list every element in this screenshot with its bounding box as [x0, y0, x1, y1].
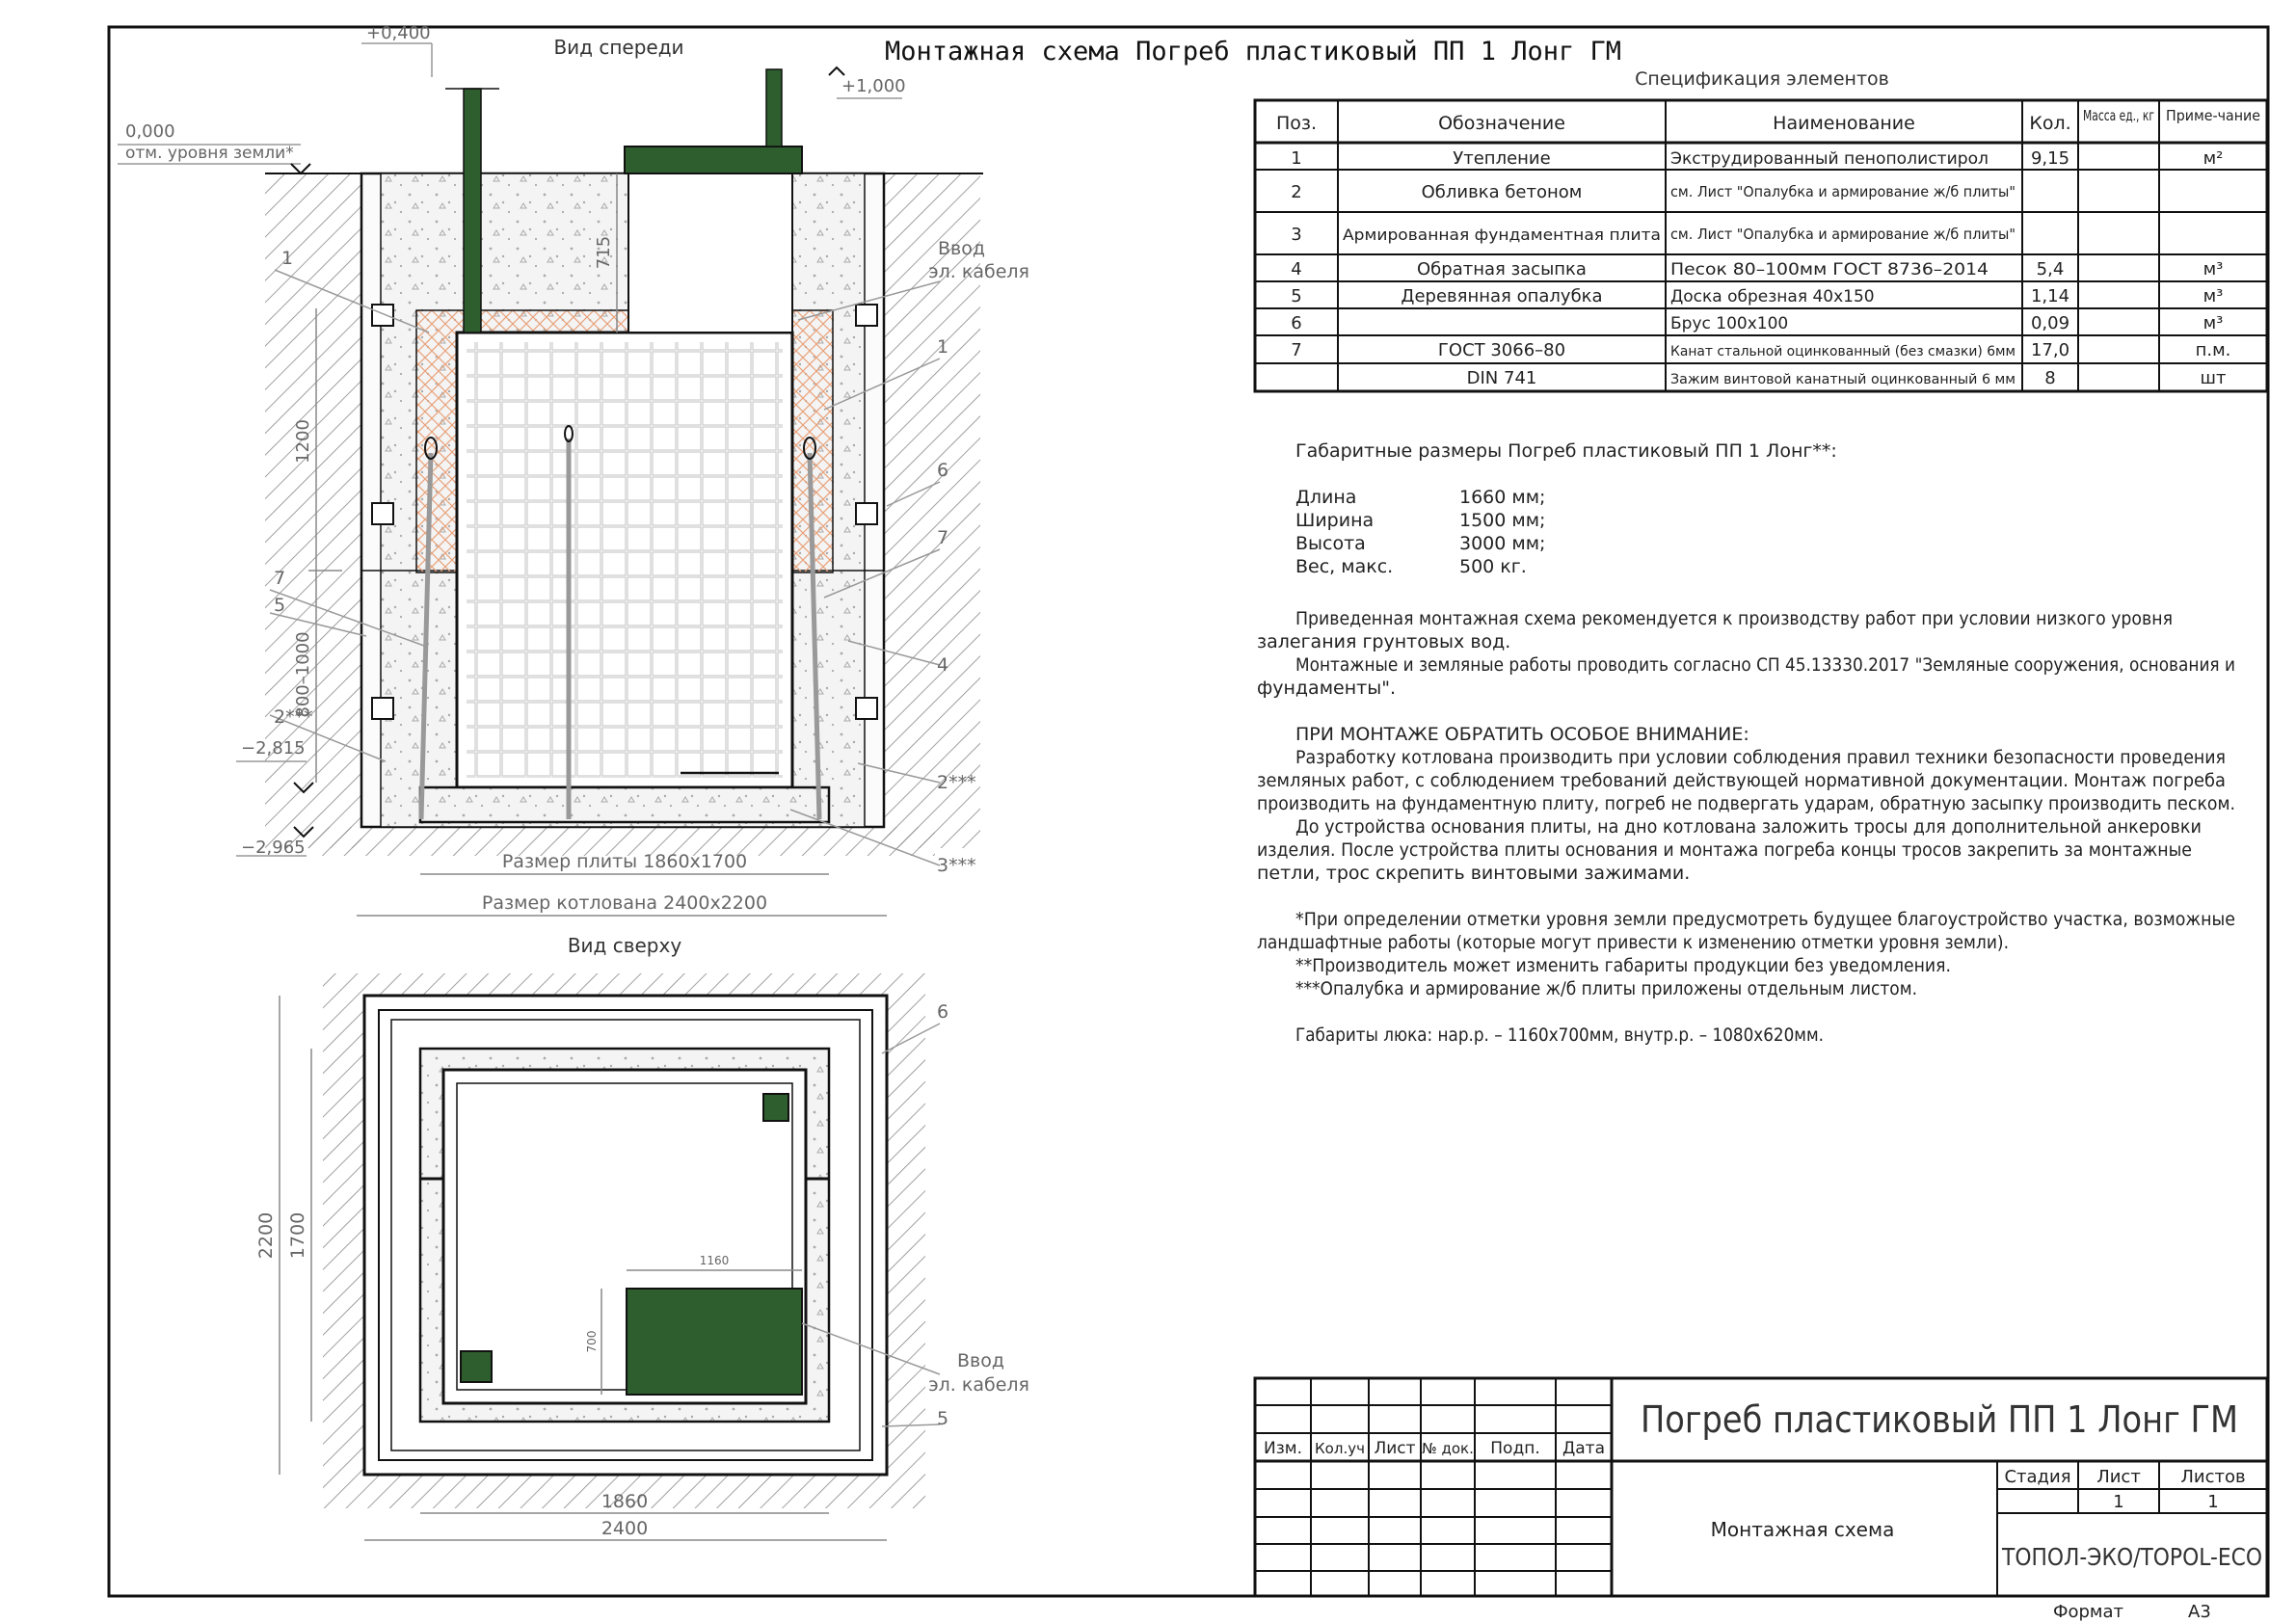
footnote-line: ***Опалубка и армирование ж/б плиты приложены отдельным листом. [1295, 978, 1917, 999]
spec-header-mass: Масса ед., кг [2083, 107, 2155, 124]
dim-715: 715 [594, 235, 614, 270]
note-line: До устройства основания плиты, на дно котлована заложить тросы для дополнительной анкеровки [1295, 816, 2202, 838]
ground-level-note: отм. уровня земли* [125, 144, 294, 163]
elev-plus-1000: +1,000 [841, 76, 906, 96]
callout-4: 4 [937, 654, 949, 676]
top-view-label: Вид сверху [567, 934, 682, 957]
tb-doc-name: Монтажная схема [1710, 1518, 1895, 1541]
footnote-line: ландшафтные работы (которые могут привести к изменению отметки уровня земли). [1257, 932, 2009, 953]
spec-cell: Экструдированный пенополистирол [1670, 149, 1989, 169]
spec-cell: Доска обрезная 40х150 [1670, 287, 1875, 306]
tb-sheet-label: Лист [2096, 1467, 2141, 1487]
spec-cell: м³ [2203, 286, 2224, 306]
callout-2-right: 2*** [937, 772, 976, 793]
note-line: земляных работ, с соблюдением требований действующей нормативной документации. Монтаж погреба [1257, 770, 2226, 791]
spec-cell: 17,0 [2030, 340, 2070, 360]
note-line: Приведенная монтажная схема рекомендуется к производству работ при условии низкого уровня [1295, 608, 2173, 629]
tb-format-label: Формат [2053, 1602, 2124, 1622]
spec-cell: 9,15 [2030, 148, 2070, 169]
tb-product-name: Погреб пластиковый ПП 1 Лонг ГМ [1641, 1398, 2238, 1441]
spec-cell: Армированная фундаментная плита [1343, 226, 1661, 244]
tb-sheet-value: 1 [2113, 1492, 2124, 1512]
dims-title: Габаритные размеры Погреб пластиковый ПП 1 Лонг**: [1295, 440, 1837, 462]
spec-cell: 5 [1291, 286, 1302, 306]
spec-cell: 8 [2044, 368, 2056, 388]
dim-value-length: 1660 мм; [1459, 487, 1546, 508]
tb-col-kol: Кол.уч [1315, 1440, 1365, 1457]
spec-cell: см. Лист "Опалубка и армирование ж/б плиты" [1670, 183, 2016, 200]
spec-cell: 1 [1291, 148, 1302, 169]
callout-6-front: 6 [937, 460, 949, 481]
cable-entry-label-2: эл. кабеля [928, 261, 1029, 282]
dim-1700: 1700 [287, 1211, 308, 1260]
spec-cell: 4 [1291, 259, 1302, 279]
dim-800-1000: 800–1000 [293, 631, 313, 718]
footnote-line: *При определении отметки уровня земли предусмотреть будущее благоустройство участка, возможные [1295, 909, 2235, 930]
spec-cell: ГОСТ 3066–80 [1437, 340, 1566, 360]
callout-2-left: 2*** [274, 706, 313, 728]
note-line: Монтажные и земляные работы проводить согласно СП 45.13330.2017 "Земляные сооружения, основания и [1295, 654, 2235, 676]
spec-header-pos: Поз. [1275, 113, 1318, 134]
top-view [255, 934, 1029, 1540]
callout-5-front: 5 [274, 595, 286, 616]
spec-cell: 3 [1291, 225, 1302, 245]
vent-pipe-left [464, 89, 481, 333]
dim-2400: 2400 [601, 1518, 649, 1539]
spec-cell: Брус 100х100 [1670, 314, 1789, 333]
tb-format-value: А3 [2188, 1602, 2211, 1622]
tb-col-doc: № док. [1422, 1440, 1474, 1457]
tb-company: ТОПОЛ-ЭКО/TOPOL-ECO [2001, 1543, 2262, 1571]
spec-header-name: Наименование [1773, 113, 1915, 134]
elev-minus-2965: −2,965 [241, 838, 306, 858]
spec-cell: Канат стальной оцинкованный (без смазки) 6мм [1670, 344, 2016, 359]
note-line: изделия. После устройства плиты основания и монтажа погреба концы тросов закрепить за монтажные [1257, 839, 2192, 861]
dim-name-height: Высота [1295, 533, 1366, 554]
cellar-neck [628, 173, 792, 333]
top-vent-right [763, 1094, 788, 1121]
dim-value-weight: 500 кг. [1459, 556, 1527, 577]
base-plate [420, 787, 829, 822]
callout-7-right: 7 [937, 527, 949, 548]
spec-cell: Деревянная опалубка [1401, 286, 1603, 306]
spec-header-designation: Обозначение [1438, 113, 1565, 134]
top-hatch [627, 1289, 802, 1395]
cable-entry-label-1: Ввод [938, 238, 985, 259]
tb-col-date: Дата [1562, 1439, 1606, 1458]
vent-pipe-right [766, 69, 782, 146]
callout-3: 3*** [937, 855, 976, 876]
spec-cell: м² [2203, 148, 2224, 169]
spec-cell: м³ [2203, 313, 2224, 333]
note-line: ПРИ МОНТАЖЕ ОБРАТИТЬ ОСОБОЕ ВНИМАНИЕ: [1295, 724, 1749, 745]
callout-1-left: 1 [281, 248, 294, 269]
spec-cell: 1,14 [2030, 286, 2070, 306]
hatch-dims-note: Габариты люка: нар.р. – 1160х700мм, внутр.р. – 1080х620мм. [1295, 1024, 1824, 1046]
spec-cell: Обливка бетоном [1421, 182, 1583, 202]
spec-cell: м³ [2203, 259, 2224, 279]
spec-cell: см. Лист "Опалубка и армирование ж/б плиты" [1670, 226, 2016, 243]
front-view-label: Вид спереди [553, 36, 684, 59]
dim-name-width: Ширина [1295, 510, 1375, 531]
dim-700: 700 [585, 1330, 599, 1353]
elev-zero: 0,000 [125, 121, 175, 142]
top-cable-entry-label-2: эл. кабеля [928, 1374, 1029, 1396]
note-line: производить на фундаментную плиту, погреб не подвергать ударам, обратную засыпку производить песком. [1257, 793, 2235, 814]
spec-header-qty: Кол. [2029, 113, 2071, 134]
footnote-line: **Производитель может изменить габариты продукции без уведомления. [1295, 955, 1951, 976]
dim-name-length: Длина [1295, 487, 1357, 508]
tb-stage-label: Стадия [2004, 1467, 2071, 1487]
spec-cell: Зажим винтовой канатный оцинкованный 6 мм [1670, 372, 2016, 387]
spec-table [1255, 68, 2267, 391]
top-vent-left [461, 1351, 492, 1382]
dim-value-height: 3000 мм; [1459, 533, 1546, 554]
callout-1-right: 1 [937, 336, 949, 358]
note-line: Разработку котлована производить при условии соблюдения правил техники безопасности проведения [1295, 747, 2226, 768]
callout-7-left: 7 [274, 568, 286, 589]
elev-plus-0400: +0,400 [366, 23, 431, 43]
elev-minus-2815: −2,815 [241, 738, 306, 758]
spec-cell: Утепление [1453, 148, 1551, 169]
spec-header-note: Приме-чание [2166, 107, 2260, 124]
spec-cell: Песок 80–100мм ГОСТ 8736–2014 [1670, 260, 1989, 279]
dim-1860: 1860 [601, 1491, 649, 1512]
spec-cell: 6 [1291, 313, 1302, 333]
dim-1160: 1160 [699, 1254, 730, 1267]
tb-sheets-label: Листов [2180, 1467, 2246, 1487]
spec-cell: 2 [1291, 182, 1302, 202]
spec-title: Спецификация элементов [1635, 68, 1889, 90]
top-cable-entry-label-1: Ввод [957, 1350, 1004, 1371]
tb-sheets-value: 1 [2207, 1492, 2219, 1512]
spec-cell: шт [2200, 368, 2227, 388]
spec-cell: 5,4 [2036, 259, 2065, 279]
pit-size-label: Размер котлована 2400х2200 [481, 892, 768, 914]
tb-col-sign: Подп. [1490, 1439, 1540, 1458]
drawing-title: Монтажная схема Погреб пластиковый ПП 1 Лонг ГМ [884, 37, 1622, 67]
dim-name-weight: Вес, макс. [1295, 556, 1394, 577]
top-callout-5: 5 [937, 1408, 949, 1429]
note-line: фундаменты". [1257, 678, 1396, 699]
note-line: петли, трос скрепить винтовыми зажимами. [1257, 863, 1691, 884]
plate-size-label: Размер плиты 1860х1700 [501, 851, 748, 872]
top-callout-6: 6 [937, 1001, 949, 1023]
note-line: залегания грунтовых вод. [1257, 631, 1511, 652]
notes [1257, 440, 2235, 1046]
spec-cell: 7 [1291, 340, 1302, 360]
dim-1200: 1200 [293, 419, 313, 464]
spec-cell: DIN 741 [1466, 368, 1537, 388]
hatch-cover [625, 146, 802, 173]
spec-cell: 0,09 [2030, 313, 2070, 333]
dim-value-width: 1500 мм; [1459, 510, 1546, 531]
front-view [118, 23, 1029, 916]
title-block [1255, 1378, 2267, 1622]
spec-cell: Обратная засыпка [1417, 259, 1587, 279]
tb-col-list: Лист [1374, 1439, 1416, 1458]
spec-cell: п.м. [2195, 340, 2231, 360]
dim-2200: 2200 [255, 1211, 277, 1260]
tb-col-izm: Изм. [1264, 1439, 1302, 1458]
